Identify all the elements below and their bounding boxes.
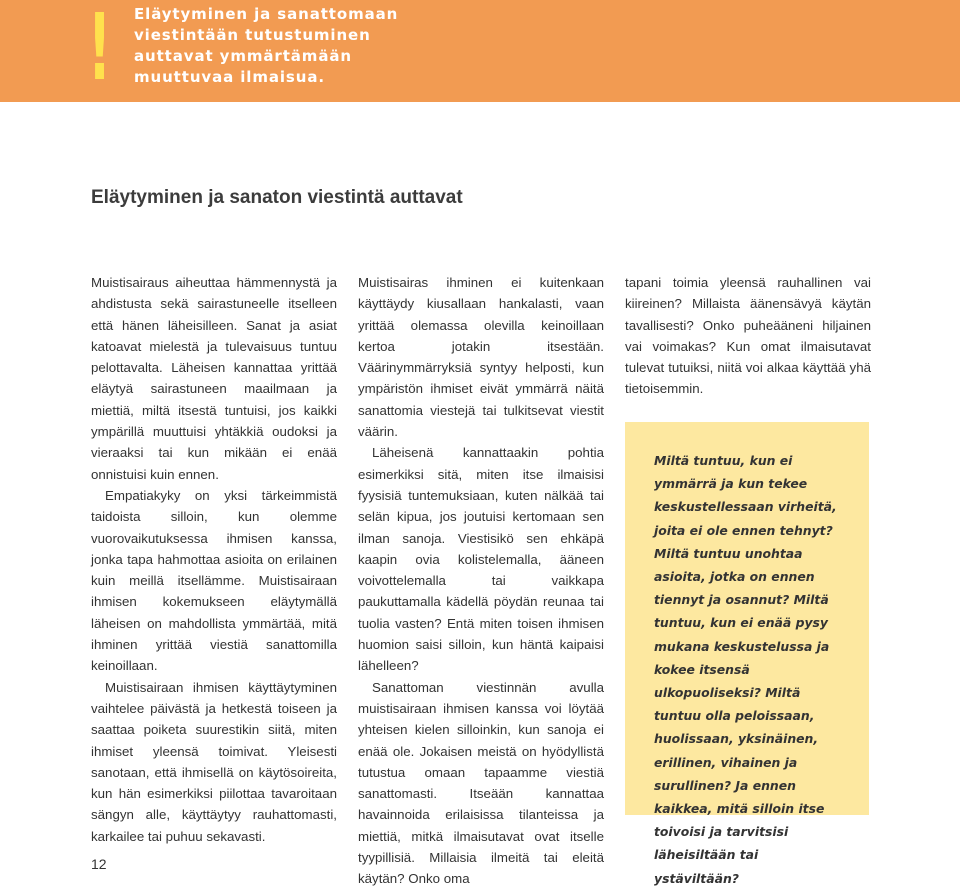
banner-line: auttavat ymmärtämään [134,47,352,65]
header-banner [0,0,960,102]
paragraph: tapani toimia yleensä rauhallinen vai kiireinen? Millaista äänensävyä käytän tavallisesti? Onko puheääneni hiljainen vai voimakas? Kun omat ilmaisutavat tulevat tutuiksi, niitä voi alkaa käyttää yhä tietoisemmin. [625,275,871,397]
banner-callout [134,4,398,88]
paragraph: Läheisenä kannattaakin pohtia esimerkiksi sitä, miten itse ilmaisisi fyysisiä tuntemuksiaan, kuten nälkää tai selän kipua, jos joutuisi kertomaan sen ilman sanoja. Viestisikö sen ehkäpä kaapin ovia kolistelemalla, ääneen voivottelemalla tai vaikkapa paukuttamalla kädellä pöydän reunaa tai tuolia vasten? Entä miten toisen ihmisen huomion saisi silloin, kun häntä kaipaisi lähelleen? [358,445,604,674]
text-column-3 [625,272,871,400]
section-heading: Eläytyminen ja sanaton viestintä auttavat [91,187,463,208]
paragraph: Muistisairas ihminen ei kuitenkaan käyttäydy kiusallaan hankalasti, vaan yrittää olemassa olevilla keinoillaan kertoa jotakin itsestään. Väärinymmärryksiä syntyy helposti, kun ympäristön ihmiset eivät ymmärrä näitä sanattomia viestejä tai tulkitsevat viestit väärin. [358,275,604,440]
paragraph: Muistisairaus aiheuttaa hämmennystä ja ahdistusta sekä sairastuneelle itselleen että hänen läheisilleen. Sanat ja asiat katoavat mielestä ja tulevaisuus tuntuu pelottavalta. Läheisen kannattaa yrittää eläytyä sairastuneen maailmaan ja miettiä, miltä itsestä tuntuisi, jos kaikki ympärillä muuttuisi yhtäkkiä oudoksi ja vieraaksi tai kun mikään ei enää onnistuisi kuin ennen. [91,275,337,482]
banner-line: Eläytyminen ja sanattomaan [134,5,399,23]
text-column-2 [358,272,604,890]
banner-line: viestintään tutustuminen [134,26,371,44]
paragraph: Muistisairaan ihmisen käyttäytyminen vaihtelee päivästä ja hetkestä toiseen ja saattaa poiketa suurestikin siitä, miten ihmiset yleensä toimivat. Yleisesti sanotaan, että ihmisellä on käytösoireita, kun hän esimerkiksi piilottaa tavaroitaan sängyn alle, käyttäytyy rauhattomasti, karkailee tai puhuu sekavasti. [91,679,337,844]
page-number: 12 [91,856,107,872]
reflection-box [625,422,869,886]
text-column-1 [91,272,337,847]
paragraph: Sanattoman viestinnän avulla muistisairaan ihmisen kanssa voi löytää yhteisen kielen silloinkin, kun sanoja ei enää ole. Jokaisen meistä on hyödyllistä tutustua omaan tapaamme viestiä sanattomasti. Itseään kannattaa havainnoida erilaisissa tilanteissa ja miettiä, mitkä ilmaisutavat ovat itselle tyypillisiä. Millaisia ilmeitä tai eleitä käytän? Onko oma [358,679,604,887]
paragraph: Empatiakyky on yksi tärkeimmistä taidoista silloin, kun olemme vuorovaikutuksessa ihmisen kanssa, jonka tapa hahmottaa asioita on erilainen kuin meillä itsellämme. Muistisairaan ihmisen kokemukseen eläytymällä läheisen on mahdollista ymmärtää, mitä ihminen yrittää viestiä sanattomilla keinoillaan. [91,487,337,674]
reflection-questions: Miltä tuntuu, kun ei ymmärrä ja kun tekee keskustellessaan virheitä, joita ei ole ennen tehnyt? Miltä tuntuu unohtaa asioita, jotka on ennen tiennyt ja osannut? Miltä tuntuu, kun ei enää pysy mukana keskustelussa ja kokee itsensä ulkopuoliseksi? Miltä tuntuu olla peloissaan, huolissaan, yksinäinen, erillinen, vihainen ja surullinen? Ja ennen kaikkea, mitä silloin itse toivoisi ja tarvitsisi läheisiltään tai ystäviltään? [654,453,837,886]
exclamation-icon: ! [88,0,112,101]
banner-line: muuttuvaa ilmaisua. [134,68,325,86]
